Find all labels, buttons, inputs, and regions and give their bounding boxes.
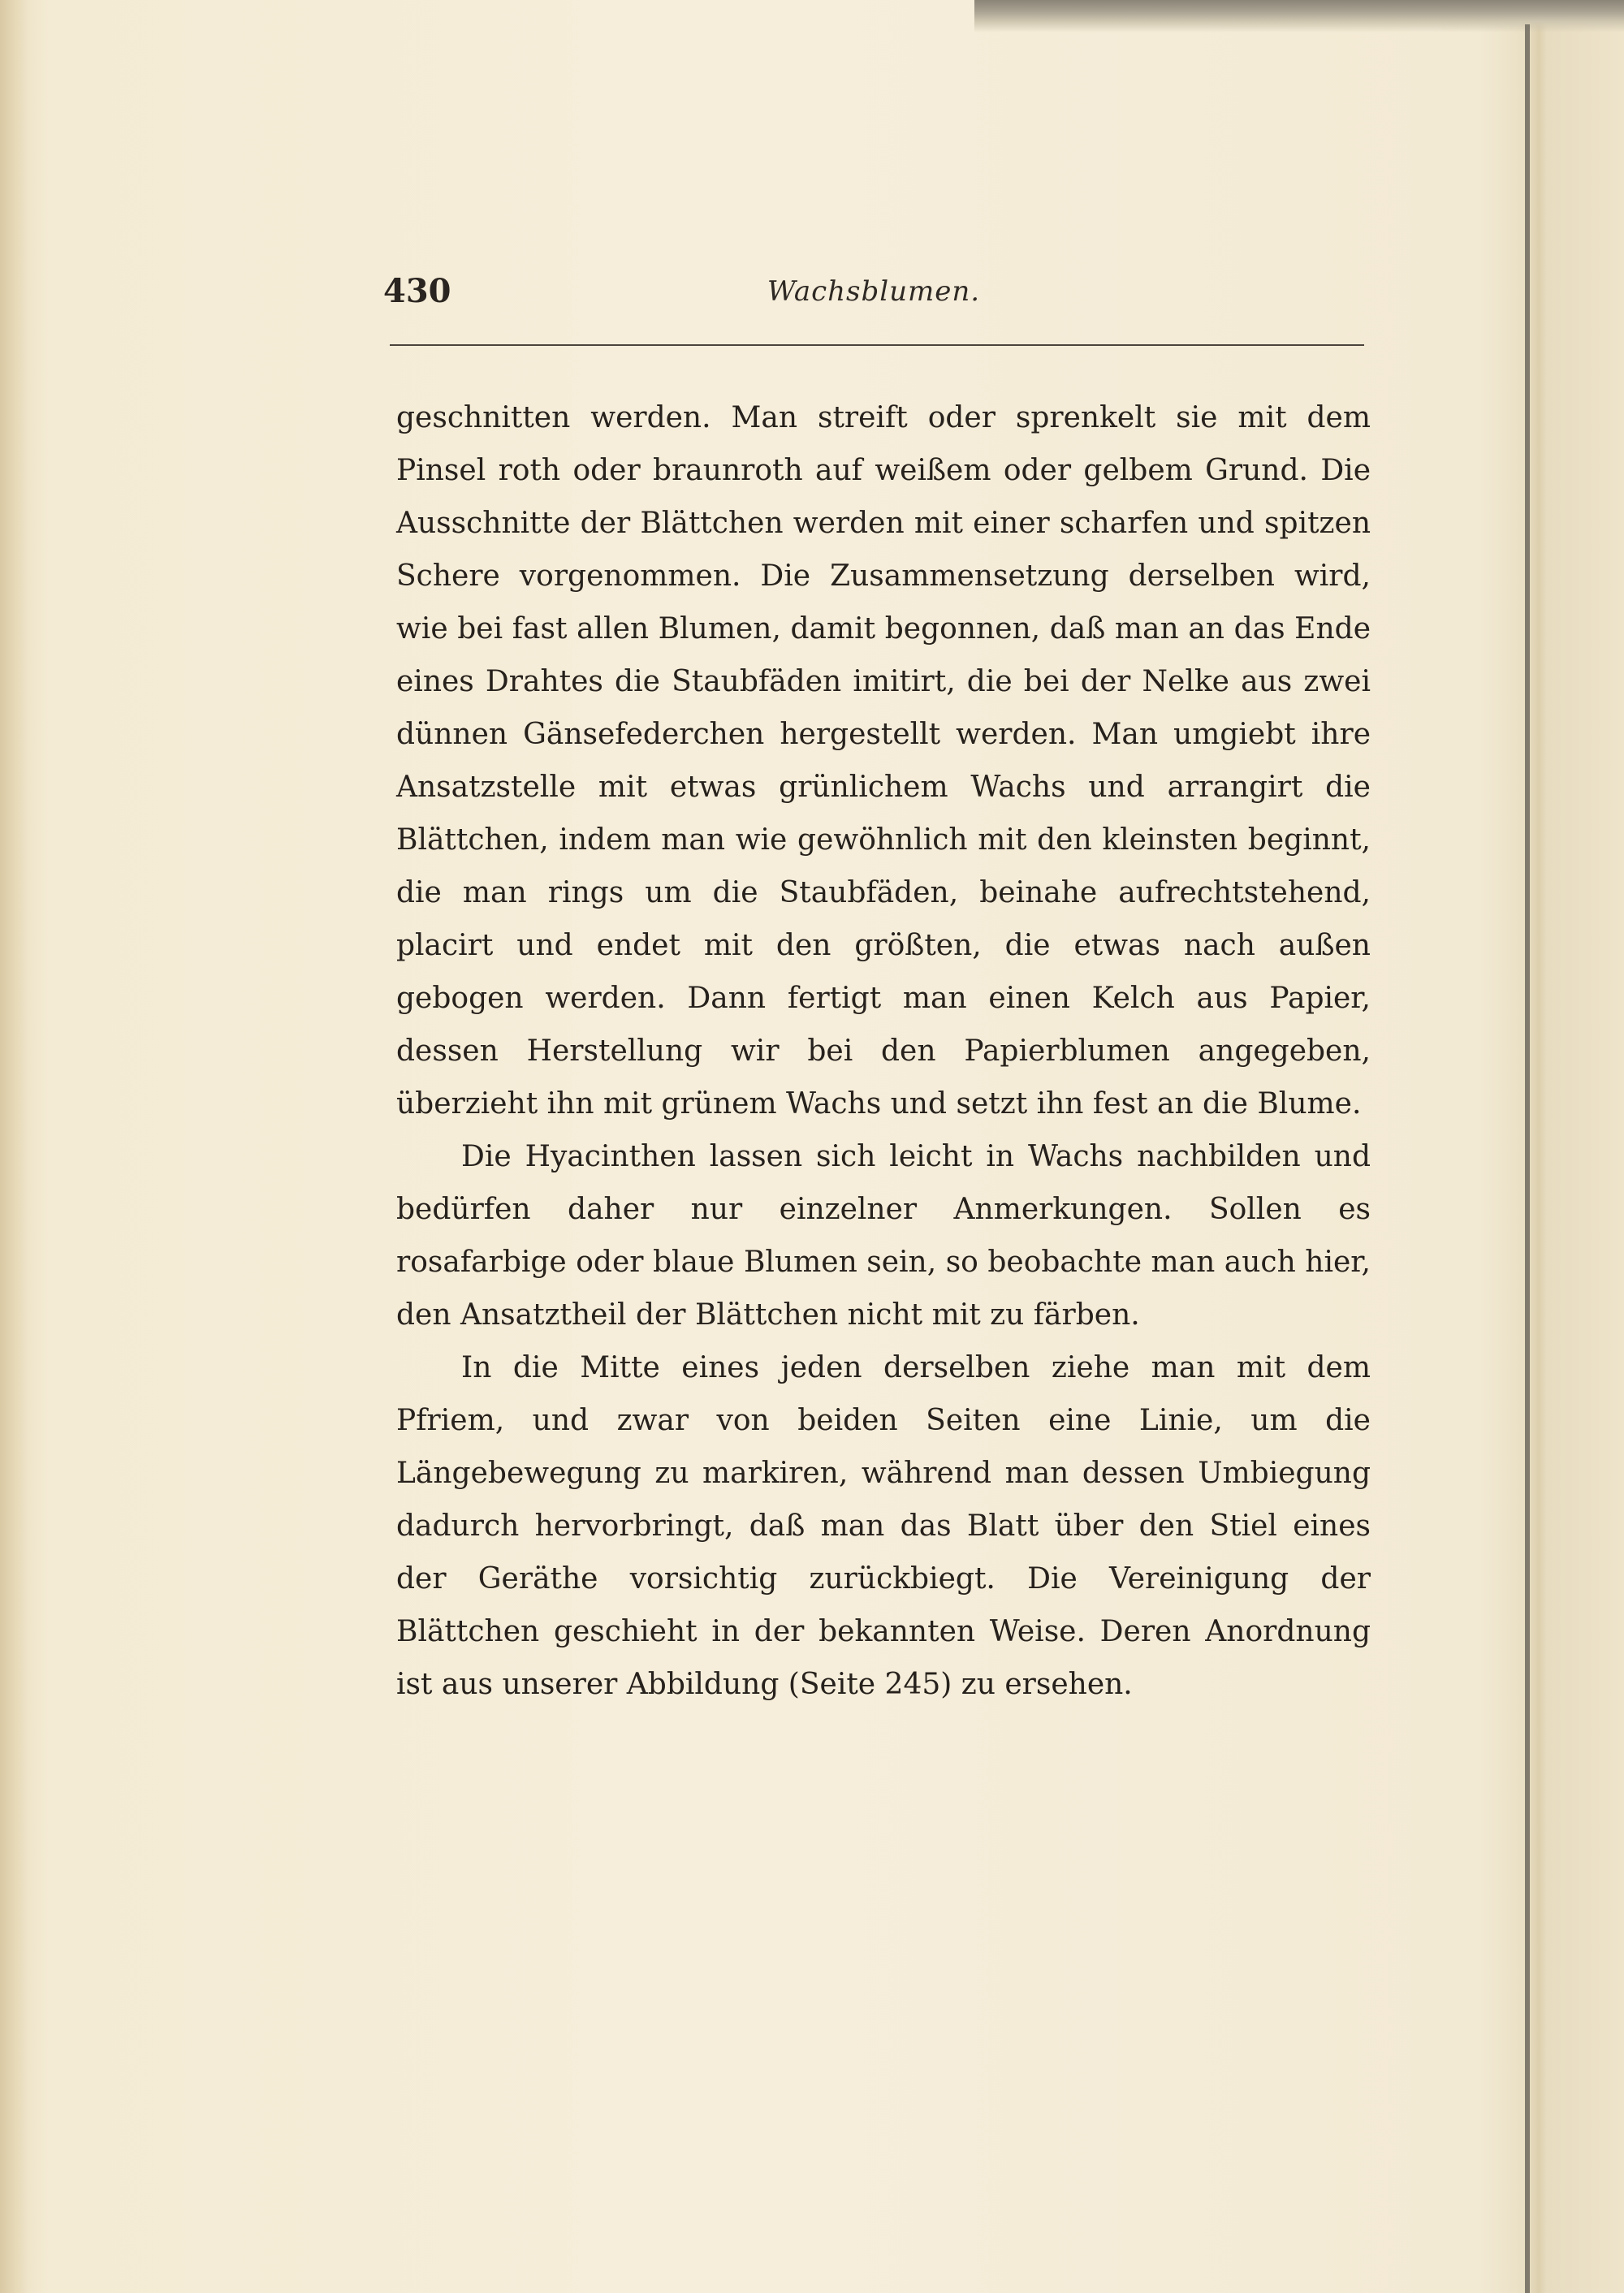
paragraph-3: In die Mitte eines jeden derselben ziehe man mit dem Pfriem, und zwar von beiden Seiten eine Linie, um die Längebewegung zu markiren, während man dessen Umbiegung dadurch hervorbringt, daß man das Blatt über den Stiel eines der Geräthe vorsichtig zurückbiegt. Die Vereinigung der Blättchen geschieht in der bekannten Weise. Deren Anordnung ist aus unserer Abbildung (Seite 245) zu ersehen. [396, 1351, 1371, 1701]
body-text [396, 391, 1371, 1711]
page-header [383, 272, 1364, 321]
running-title: Wachsblumen. [767, 275, 981, 308]
page-left-edge [0, 0, 28, 2293]
paragraph-1: geschnitten werden. Man streift oder sprenkelt sie mit dem Pinsel roth oder braunroth auf weißem oder gelbem Grund. Die Ausschnitte der Blättchen werden mit einer scharfen und spitzen Schere vorgenommen. Die Zusammensetzung derselben wird, wie bei fast allen Blumen, damit begonnen, daß man an das Ende eines Drahtes die Staubfäden imitirt, die bei der Nelke aus zwei dünnen Gänsefederchen hergestellt werden. Man umgiebt ihre Ansatzstelle mit etwas grünlichem Wachs und arrangirt die Blättchen, indem man wie gewöhnlich mit den kleinsten beginnt, die man rings um die Staubfäden, beinahe aufrechtstehend, placirt und endet mit den größten, die etwas nach außen gebogen werden. Dann fertigt man einen Kelch aus Papier, dessen Herstellung wir bei den Papierblumen angegeben, überzieht ihn mit grünem Wachs und setzt ihn fest an die Blume. [396, 401, 1371, 1121]
page-right-edge [1525, 24, 1530, 2293]
paragraph-2: Die Hyacinthen lassen sich leicht in Wachs nachbilden und bedürfen daher nur einzelner Anmerkungen. Sollen es rosafarbige oder blaue Blumen sein, so beobachte man auch hier, den Ansatztheil der Blättchen nicht mit zu färben. [396, 1140, 1371, 1332]
header-rule [390, 344, 1364, 346]
page-number: 430 [383, 272, 451, 310]
